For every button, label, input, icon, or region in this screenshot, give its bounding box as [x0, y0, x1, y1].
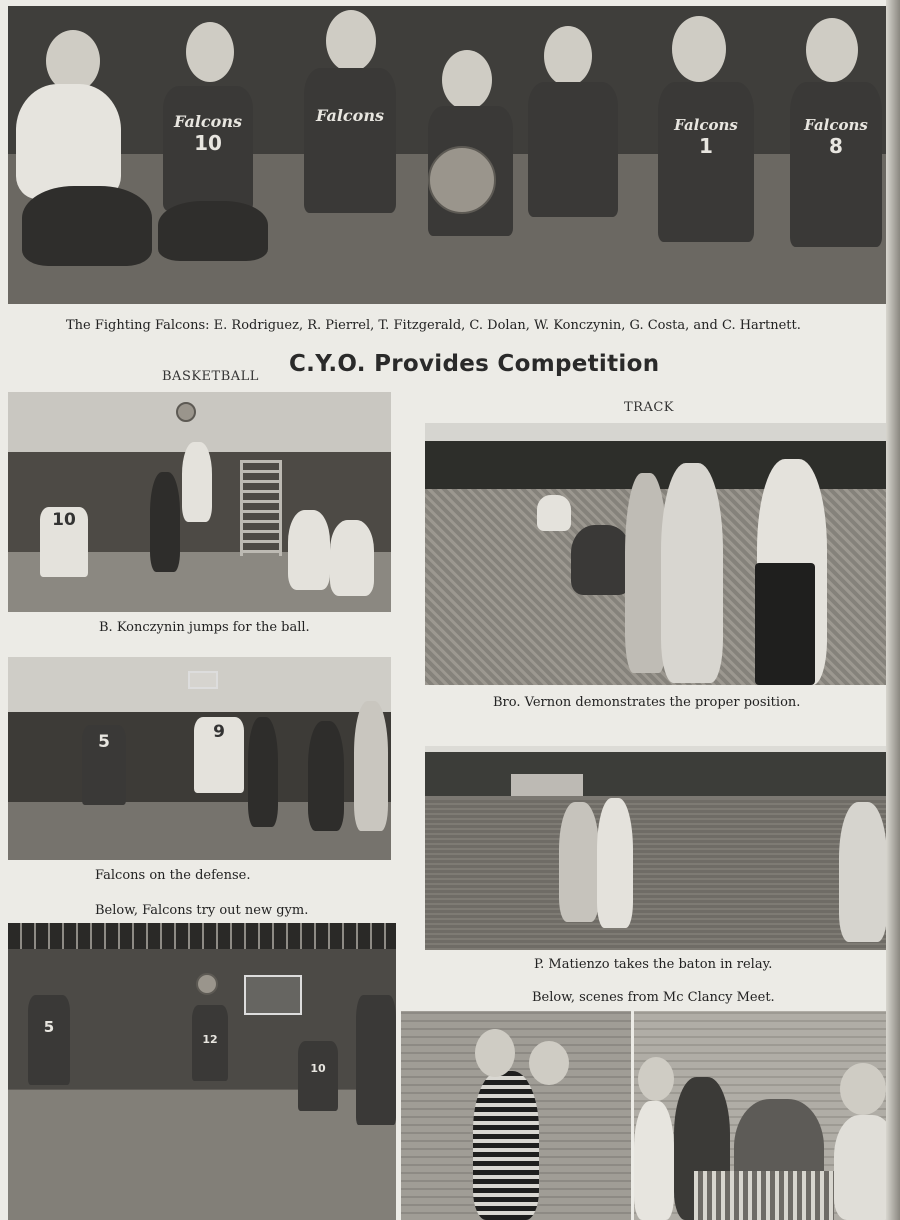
new-gym-caption: Below, Falcons try out new gym.	[95, 903, 309, 918]
team-photo	[8, 6, 898, 304]
boy-head	[475, 1029, 515, 1077]
referee	[354, 701, 388, 831]
wall-ladder	[240, 460, 282, 556]
meet-photo-right	[634, 1011, 898, 1220]
defense-caption: Falcons on the defense.	[95, 868, 251, 883]
player-jumping	[182, 442, 212, 522]
jersey-script: Falcons	[804, 116, 868, 134]
meet-photo-left	[401, 1011, 631, 1220]
boy-white-shirt	[634, 1101, 674, 1220]
player-head	[326, 10, 376, 72]
player-jersey	[528, 82, 618, 217]
player-shorts	[158, 201, 268, 261]
player-head	[442, 50, 492, 110]
jersey-number: 10	[52, 510, 76, 530]
jersey-number: 5	[98, 732, 110, 752]
player-jersey	[194, 717, 244, 793]
jump-ball-caption: B. Konczynin jumps for the ball.	[99, 620, 310, 635]
jersey-number: 10	[310, 1062, 326, 1075]
jersey-script: Falcons	[316, 106, 384, 125]
player-jersey	[298, 1041, 338, 1111]
runner	[597, 798, 633, 928]
binding-gutter	[886, 0, 900, 1220]
coach	[839, 802, 887, 942]
boy-striped-shirt	[473, 1071, 539, 1220]
man-head	[529, 1041, 569, 1085]
meet-caption: Below, scenes from Mc Clancy Meet.	[532, 990, 775, 1005]
player-white-shirt	[16, 84, 121, 199]
section-label-track: TRACK	[624, 400, 675, 415]
player-jersey	[192, 1005, 228, 1081]
player-jersey	[790, 82, 882, 247]
player-dark	[308, 721, 344, 831]
player-jersey	[304, 68, 396, 213]
relay-photo	[425, 746, 898, 950]
player-head	[46, 30, 100, 92]
player-white	[330, 520, 374, 596]
jersey-number: 8	[829, 134, 843, 158]
player-jersey	[82, 725, 126, 805]
page-headline: C.Y.O. Provides Competition	[289, 351, 660, 377]
building	[511, 774, 583, 796]
jersey-number: 12	[202, 1033, 218, 1046]
player-dark	[150, 472, 180, 572]
basketball-ball	[196, 973, 218, 995]
player-jersey	[28, 995, 70, 1085]
track-position-photo	[425, 423, 898, 685]
basketball-hoop	[188, 671, 218, 689]
player-head	[806, 18, 858, 82]
boy-head	[840, 1063, 886, 1115]
player-jersey	[163, 86, 253, 211]
jersey-script: Falcons	[674, 116, 738, 134]
trophy-table	[694, 1171, 834, 1220]
treeline	[425, 441, 898, 489]
jersey-number: 5	[43, 1018, 55, 1036]
player-jersey	[658, 82, 754, 242]
defense-photo	[8, 657, 391, 860]
new-gym-photo	[8, 923, 396, 1220]
section-label-basketball: BASKETBALL	[162, 369, 259, 384]
gym-ceiling	[8, 923, 396, 949]
boy-head	[638, 1057, 674, 1101]
jersey-number: 10	[194, 131, 222, 155]
jersey-script: Falcons	[174, 112, 242, 131]
player-shorts	[22, 186, 152, 266]
crouching-runner	[537, 495, 571, 531]
gym-floor	[8, 1090, 396, 1220]
dark-trousers	[755, 563, 815, 685]
team-photo-caption: The Fighting Falcons: E. Rodriguez, R. Pierrel, T. Fitzgerald, C. Dolan, W. Konczynin, G. Costa, and C. Hartnett.	[66, 318, 801, 333]
grass-field	[425, 800, 898, 950]
backboard	[244, 975, 302, 1015]
runner	[559, 802, 599, 922]
player-jersey	[40, 507, 88, 577]
player-head	[544, 26, 592, 86]
player-jersey	[356, 995, 396, 1125]
relay-caption: P. Matienzo takes the baton in relay.	[534, 957, 773, 972]
player-head	[186, 22, 234, 82]
basketball-ball	[176, 402, 196, 422]
player-white	[288, 510, 330, 590]
standing-boy	[661, 463, 723, 683]
player-dark	[248, 717, 278, 827]
jump-ball-photo	[8, 392, 391, 612]
jersey-number: 9	[213, 722, 225, 742]
treeline	[425, 752, 898, 796]
player-head	[672, 16, 726, 82]
basketball-ball	[428, 146, 496, 214]
crouching-runner	[571, 525, 631, 595]
position-caption: Bro. Vernon demonstrates the proper position.	[493, 695, 801, 710]
jersey-number: 1	[699, 134, 713, 158]
